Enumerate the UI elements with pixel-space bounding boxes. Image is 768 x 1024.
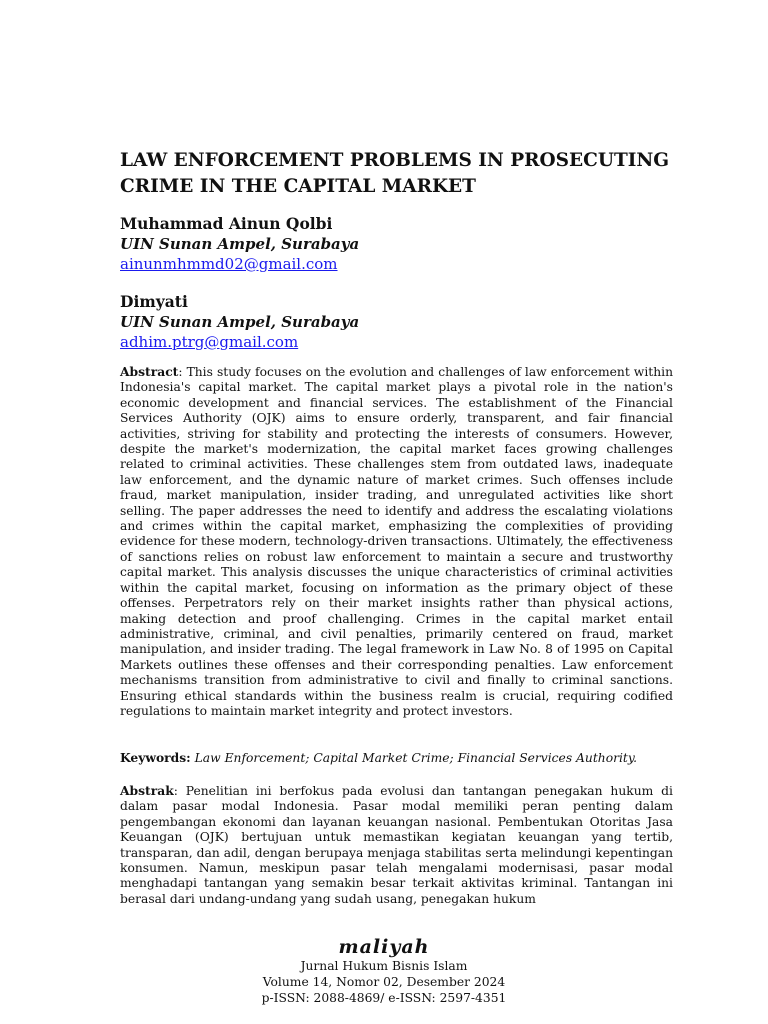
abstract-paragraph bbox=[120, 364, 673, 719]
abstract-separator: : bbox=[178, 365, 187, 379]
author-block-1 bbox=[120, 214, 680, 274]
abstrak-text: Penelitian ini berfokus pada evolusi dan tantangan penegakan hukum di dalam pasar modal Indonesia. Pasar modal memiliki peran penting dalam pengembangan ekonomi dan layanan keuangan nasional. Pembentukan Otoritas Jasa Keuangan (OJK) bertujuan untuk memastikan kegiatan keuangan yang tertib, transparan, dan adil, dengan berupaya menjaga stabilitas serta melindungi kepentingan konsumen. Namun, meskipun pasar telah mengalami modernisasi, pasar modal menghadapi tantangan yang semakin besar terkait aktivitas kriminal. Tantangan ini berasal dari undang-undang yang sudah usang, penegakan hukum bbox=[120, 784, 673, 906]
abstrak-paragraph bbox=[120, 783, 673, 907]
author-email-link[interactable]: ainunmhmmd02@gmail.com bbox=[120, 255, 338, 273]
journal-logo bbox=[334, 936, 434, 958]
author-name: Muhammad Ainun Qolbi bbox=[120, 214, 333, 233]
keywords-line bbox=[120, 750, 673, 766]
journal-name: Jurnal Hukum Bisnis Islam bbox=[300, 959, 468, 973]
journal-volume: Volume 14, Nomor 02, Desember 2024 bbox=[262, 975, 506, 989]
author-affiliation: UIN Sunan Ampel, Surabaya bbox=[120, 235, 360, 253]
abstrak-separator: : bbox=[173, 784, 186, 798]
abstract-label: Abstract bbox=[120, 364, 179, 379]
author-block-2 bbox=[120, 292, 680, 352]
abstract-text: This study focuses on the evolution and challenges of law enforcement within Indonesia's capital market. The capital market plays a pivotal role in the nation's economic development and financial services. The establishment of the Financial Services Authority (OJK) aims to ensure orderly, transparent, and fair financial activities, striving for stability and protecting the interests of consumers. However, despite the market's modernization, the capital market faces growing challenges related to criminal activities. These challenges stem from outdated laws, inadequate law enforcement, and the dynamic nature of market crimes. Such offenses include fraud, market manipulation, insider trading, and unregulated activities like short selling. The paper addresses the need to identify and address the escalating violations and crimes within the capital market, emphasizing the complexities of providing evidence for these modern, technology-driven transactions. Ultimately, the effectiveness of sanctions relies on robust law enforcement to maintain a secure and trustworthy capital market. This analysis discusses the unique characteristics of criminal activities within the capital market, focusing on information as the primary object of these offenses. Perpetrators rely on their market insights rather than physical actions, making detection and proof challenging. Crimes in the capital market entail administrative, criminal, and civil penalties, primarily centered on fraud, market manipulation, and insider trading. The legal framework in Law No. 8 of 1995 on Capital Markets outlines these offenses and their corresponding penalties. Law enforcement mechanisms transition from administrative to civil and finally to criminal sanctions. Ensuring ethical standards within the business realm is crucial, requiring codified regulations to maintain market integrity and protect investors. bbox=[120, 365, 673, 718]
author-name: Dimyati bbox=[120, 292, 188, 311]
keywords-label: Keywords: bbox=[120, 750, 191, 765]
author-email-link[interactable]: adhim.ptrg@gmail.com bbox=[120, 333, 299, 351]
journal-issn: p-ISSN: 2088-4869/ e-ISSN: 2597-4351 bbox=[261, 991, 507, 1005]
abstrak-label: Abstrak bbox=[120, 783, 174, 798]
journal-footer bbox=[0, 936, 768, 1006]
author-affiliation: UIN Sunan Ampel, Surabaya bbox=[120, 313, 360, 331]
paper-title: LAW ENFORCEMENT PROBLEMS IN PROSECUTING CRIME IN THE CAPITAL MARKET bbox=[120, 150, 670, 197]
keywords-text: Law Enforcement; Capital Market Crime; Financial Services Authority. bbox=[194, 751, 638, 765]
journal-logo-text: maliyah bbox=[338, 936, 430, 958]
